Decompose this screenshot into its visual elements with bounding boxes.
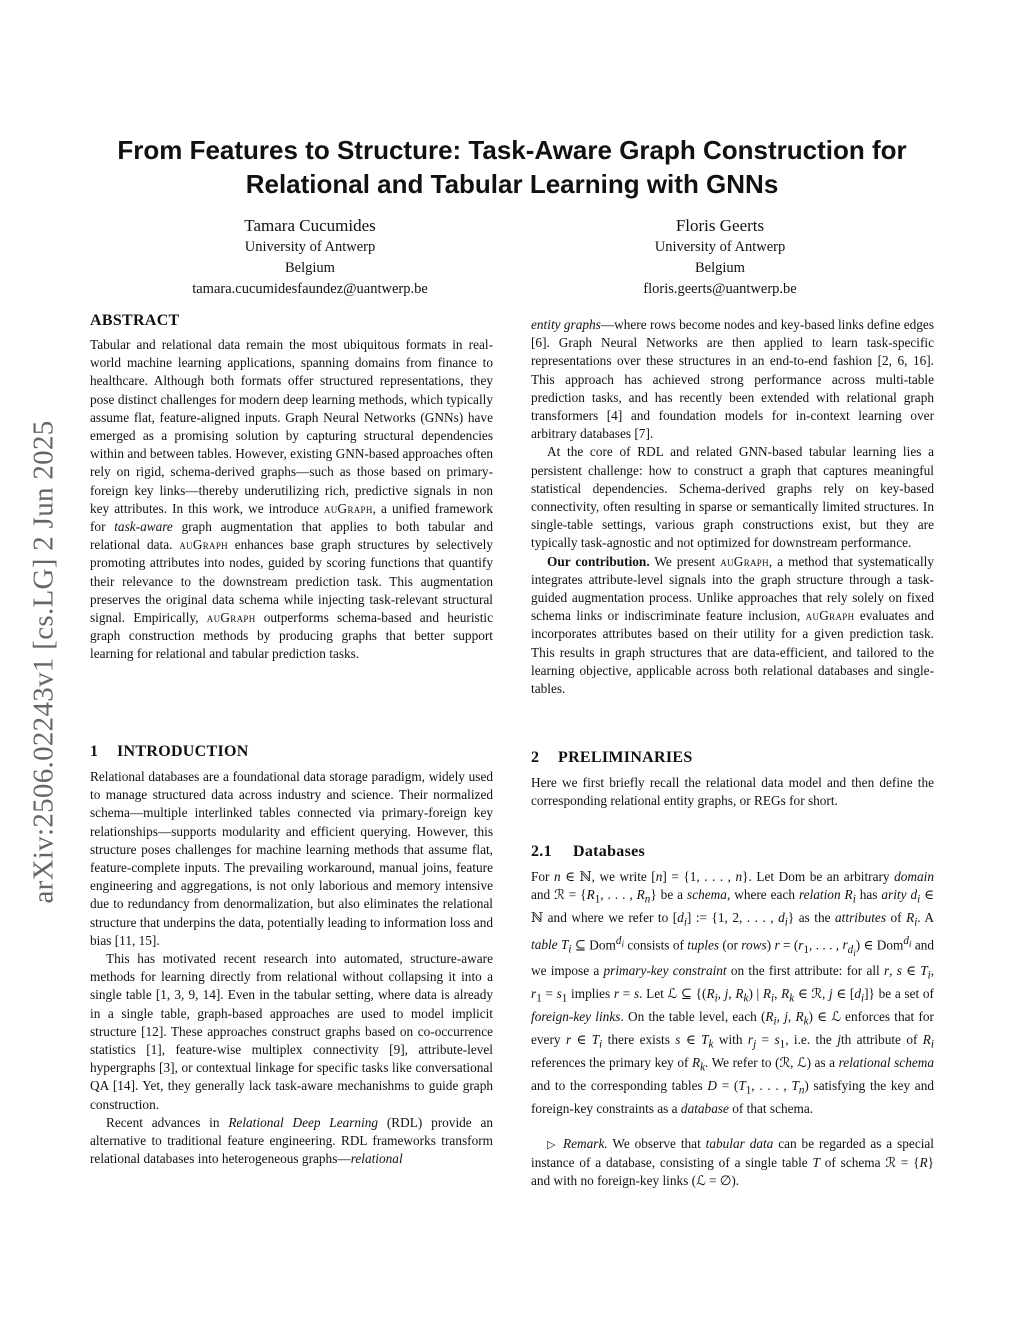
author-block-2 bbox=[580, 215, 860, 300]
author-affiliation: University of Antwerp bbox=[654, 239, 786, 255]
intro-body bbox=[90, 768, 493, 1168]
arxiv-sidebar bbox=[24, 380, 64, 945]
intro-paragraph-4: At the core of RDL and related GNN-based tabular learning lies a persistent challenge: how to construct a graph that captures meaningful statistical dependencies. Schema-derived graphs rely on key-based connectivity, often resulting in sparse or semantically limited structures. In single-table settings, various graph constructions exist, but they are typically task-agnostic and not optimized for downstream performance. bbox=[531, 444, 934, 551]
intro-paragraph-3: Recent advances in Relational Deep Learning (RDL) provide an alternative to traditional feature engineering. RDL frameworks transform relational databases into heterogeneous graphs—relational bbox=[90, 1114, 494, 1167]
author-email[interactable]: floris.geerts@uantwerp.be bbox=[643, 281, 797, 297]
title-line-1: From Features to Structure: Task-Aware Graph Construction for bbox=[117, 135, 907, 165]
abstract-heading: ABSTRACT bbox=[90, 312, 180, 329]
author-affiliation: University of Antwerp bbox=[244, 239, 376, 255]
triangle-right-icon: ▷ bbox=[547, 1138, 558, 1151]
databases-body bbox=[531, 868, 934, 1190]
preliminaries-paragraph: Here we first briefly recall the relational data model and then define the corresponding relational entity graphs, or REGs for short. bbox=[531, 775, 934, 809]
remark-paragraph: ▷ Remark. We observe that tabular data can be regarded as a special instance of a database, consisting of a single table T of schema ℛ = {R} and with no foreign-key links (ℒ = ∅). bbox=[531, 1135, 935, 1189]
intro-paragraph-2: This has motivated recent research into automated, structure-aware methods for learning directly from relational without collapsing it into a single table [1, 3, 9, 14]. Even in the tabular setting, where data is already in a single table, graph-based approaches are used to model implicit structure [12]. These approaches construct graphs based on co-occurrence statistics [1], feature-wise multiplex connectivity [9], attribute-level hypergraphs [3], or contextual linkage for specific tasks like conversational QA [14]. Yet, they generally lack task-aware mechanishms to guide graph construction. bbox=[90, 951, 493, 1112]
author-block-1 bbox=[140, 215, 480, 300]
paper-title bbox=[60, 133, 964, 201]
contribution-paragraph: Our contribution. We present auGraph, a method that systematically integrates attribute-level signals into the graph structure through a task-guided augmentation process. Unlike approaches that rely solely on fixed schema links or indiscriminate feature inclusion, auGraph evaluates and incorporates attributes based on their utility for a given prediction task. This results in graph structures that are data-efficient, and tailored to the learning objective, applicable across both relational databases and single-tables. bbox=[531, 553, 934, 697]
intro-paragraph-1: Relational databases are a foundational data storage paradigm, widely used to manage structured data across industry and science. Their normalized schema—multiple interlinked tables connected via primary-foreign key relationships—supports modularity and efficient querying. However, this structure poses challenges for machine learning methods that assume flat, feature-complete inputs. The prevailing workaround, manual joins, feature engineering and aggregations, is not only laborious and memory intensive due to redundancy from denormalization, but also eliminates the relational structure that underpins the data, potentially leading to information loss and bias [11, 15]. bbox=[90, 769, 493, 948]
right-column-body bbox=[531, 316, 934, 698]
author-country: Belgium bbox=[285, 260, 335, 276]
databases-definition: For n ∈ ℕ, we write [n] = {1, . . . , n}. Let Dom be an arbitrary domain and ℛ = {$R_1$, . . . , $R_n$} be a schema, where each relation $R_i$ has arity $d_i$ ∈ ℕ and where we refer to $[d_i]$ := {1, 2, . . . , $d_i$} as the attributes of $R_i$. A table $T_i$ ⊆ Dom$^{d_i}$ consists of tuples (or rows) $r = (r_1$, . . . , $r_{d_i}$) ∈ Dom$^{d_i}$ and we impose a primary-key constraint on the first attribute: for all r, s ∈ $T_i$, $r_1 = s_1$ implies r = s. Let ℒ ⊆ {($R_i$, j, $R_k$) | $R_i$, $R_k$ ∈ ℛ, j ∈ $[d_i]$} be a set of foreign-key links. On the table level, each ($R_i$, j, $R_k$) ∈ ℒ enforces that for every r ∈ $T_i$ there exists s ∈ $T_k$ with $r_j = s_1$, i.e. the jth attribute of $R_i$ references the primary key of $R_k$. We refer to (ℛ, ℒ) as a relational schema and to the corresponding tables $D = (T_1$, . . . , $T_n$) satisfying the key and foreign-key constraints as a database of that schema. bbox=[531, 869, 935, 1116]
abstract-body bbox=[90, 336, 493, 664]
databases-heading: 2.1 Databases bbox=[531, 843, 646, 860]
intro-heading: 1 INTRODUCTION bbox=[90, 743, 249, 760]
author-name: Tamara Cucumides bbox=[244, 216, 376, 235]
title-line-2: Relational and Tabular Learning with GNNs bbox=[245, 169, 779, 199]
intro-paragraph-3-cont: entity graphs—where rows become nodes and key-based links define edges [6]. Graph Neural Networks are then applied to learn task-specific representations over these structures in an end-to-end fashion [2, 6, 16]. This approach has achieved strong performance across multi-table prediction tasks, and has recently been extended with relational graph transformers [4] and foundation models for in-context learning over arbitrary databases [7]. bbox=[531, 317, 934, 442]
author-name: Floris Geerts bbox=[675, 216, 765, 235]
author-email[interactable]: tamara.cucumidesfaundez@uantwerp.be bbox=[192, 281, 428, 297]
preliminaries-body bbox=[531, 774, 934, 810]
preliminaries-heading: 2 PRELIMINARIES bbox=[531, 749, 693, 766]
author-country: Belgium bbox=[695, 260, 745, 276]
arxiv-identifier: arXiv:2506.02243v1 [cs.LG] 2 Jun 2025 bbox=[27, 420, 60, 904]
abstract-paragraph: Tabular and relational data remain the most ubiquitous formats in real-world machine learning applications, spanning domains from finance to healthcare. Although both formats offer structured representations, they pose distinct challenges for modern deep learning methods, which typically assume flat, feature-aligned inputs. Graph Neural Networks (GNNs) have emerged as a promising solution by capturing structural dependencies within and between tables. However, existing GNN-based approaches often rely on rigid, schema-derived graphs—such as those based on primary-foreign key links—thereby underutilizing rich, predictive signals in non key attributes. In this work, we introduce auGraph, a unified framework for task-aware graph augmentation that applies to both tabular and relational data. auGraph enhances base graph structures by selectively promoting attributes into nodes, guided by scoring functions that quantify their relevance to the downstream prediction task. This augmentation preserves the original data schema while injecting task-relevant structural signal. Empirically, auGraph outperforms schema-based and heuristic graph construction methods by producing graphs that better support learning for relational and tabular prediction tasks. bbox=[90, 337, 494, 662]
